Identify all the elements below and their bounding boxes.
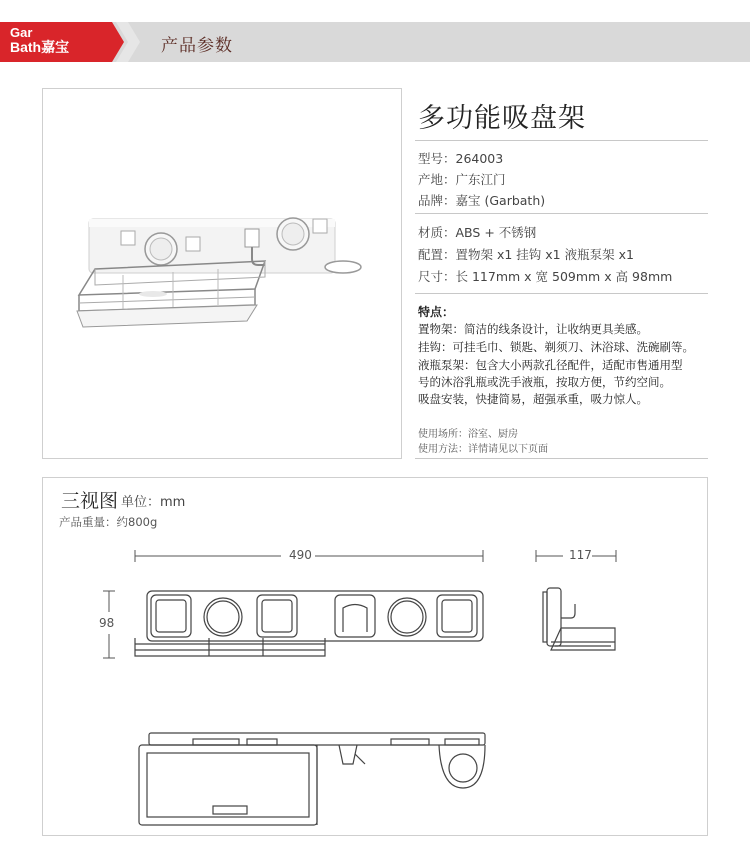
page-header [0, 22, 750, 62]
logo-text [10, 25, 69, 55]
divider [415, 213, 708, 214]
spec-model: 型号：264003 [418, 151, 504, 166]
dimension-depth: 117 [569, 548, 592, 562]
divider [415, 293, 708, 294]
feature-line: 置物架：简洁的线条设计，让收纳更具美感。 [418, 322, 648, 336]
spec-config: 配置：置物架 x1 挂钩 x1 液瓶泵架 x1 [418, 247, 634, 262]
page-title: 产品参数 [161, 36, 233, 56]
dimension-length: 490 [289, 548, 312, 562]
views-title: 三视图 [61, 490, 119, 512]
dimension-height: 98 [99, 616, 115, 630]
logo-line-2: Bath嘉宝 [10, 39, 70, 55]
three-view-drawing [43, 478, 707, 835]
spec-size: 尺寸：长 117mm x 宽 509mm x 高 98mm [418, 269, 673, 284]
divider [415, 458, 708, 459]
usage-method: 使用方法：详情请见以下页面 [418, 444, 548, 455]
feature-line: 挂钩：可挂毛巾、锁匙、剃须刀、沐浴球、洗碗刷等。 [418, 340, 694, 354]
usage-place: 使用场所：浴室、厨房 [418, 429, 518, 440]
feature-line: 号的沐浴乳瓶或洗手液瓶，按取方便，节约空间。 [418, 375, 671, 389]
spec-material: 材质：ABS + 不锈钢 [418, 225, 537, 240]
spec-brand: 品牌：嘉宝 (Garbath) [418, 193, 546, 208]
product-photo-illustration [43, 89, 401, 458]
feature-line: 吸盘安装，快捷简易，超强承重，吸力惊人。 [418, 392, 648, 406]
product-weight: 产品重量：约800g [59, 515, 158, 529]
divider [415, 140, 708, 141]
spec-origin: 产地：广东江门 [418, 172, 506, 187]
product-name: 多功能吸盘架 [418, 103, 586, 134]
product-photo [42, 88, 402, 459]
brand-logo [0, 22, 140, 62]
features-title: 特点： [418, 305, 455, 319]
logo-line-1: Gar [10, 25, 33, 40]
three-view-panel [42, 477, 708, 836]
views-unit: 单位：mm [121, 495, 186, 510]
feature-line: 液瓶泵架：包含大小两款孔径配件，适配市售通用型 [418, 358, 683, 372]
